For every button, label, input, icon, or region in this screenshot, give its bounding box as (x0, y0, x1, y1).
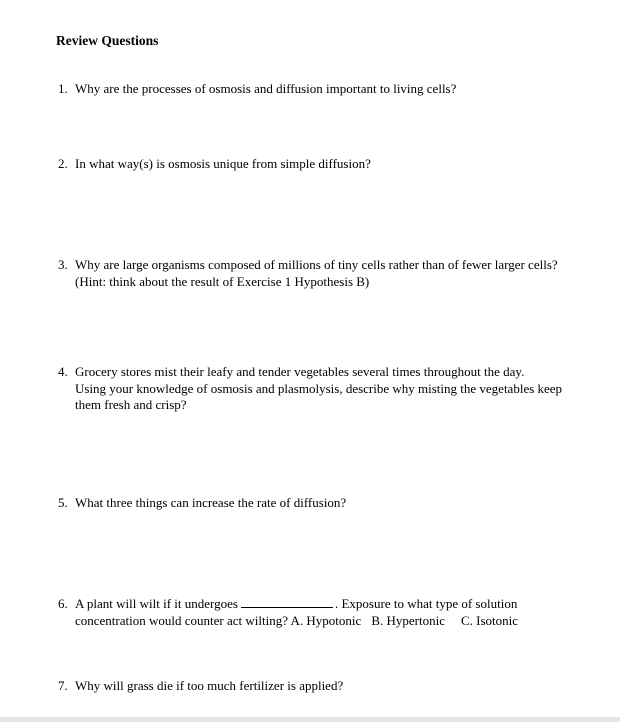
question-number: 5. (58, 495, 68, 510)
question-text: . Exposure to what type of solution (334, 596, 518, 611)
question-text: Why are large organisms composed of millions of tiny cells rather than of fewer larger cells? (75, 257, 558, 272)
question-number: 1. (58, 81, 68, 96)
question-3 (58, 257, 578, 290)
option-b: B. Hypertonic (371, 612, 445, 628)
question-text: What three things can increase the rate of diffusion? (75, 495, 347, 510)
question-2 (58, 156, 578, 173)
question-line-2 (75, 613, 578, 630)
question-number: 7. (58, 678, 68, 693)
question-hint: (Hint: think about the result of Exercise 1 Hypothesis B) (75, 273, 370, 289)
question-text: Grocery stores mist their leafy and tender vegetables several times throughout the day. (75, 364, 525, 379)
question-text: Why are the processes of osmosis and diffusion important to living cells? (75, 81, 457, 96)
question-1 (58, 81, 578, 98)
question-text: In what way(s) is osmosis unique from simple diffusion? (75, 156, 371, 171)
question-text: Why will grass die if too much fertilizer is applied? (75, 678, 344, 693)
question-number: 6. (58, 596, 68, 611)
question-text: them fresh and crisp? (75, 397, 187, 412)
question-number: 2. (58, 156, 68, 171)
question-5 (58, 495, 578, 512)
question-number: 4. (58, 364, 68, 379)
option-a: A. Hypotonic (290, 612, 362, 628)
question-line-1 (75, 596, 578, 613)
question-text: concentration would counter act wilting? (75, 612, 288, 628)
question-text: A plant will wilt if it undergoes (75, 596, 238, 611)
option-c: C. Isotonic (460, 612, 519, 628)
page-title: Review Questions (56, 33, 159, 48)
page-bottom-edge (0, 717, 620, 722)
question-7 (58, 678, 578, 695)
question-6 (58, 596, 578, 629)
question-number: 3. (58, 257, 68, 272)
question-4 (58, 364, 578, 414)
answer-blank[interactable] (241, 596, 333, 608)
question-text: Using your knowledge of osmosis and plasmolysis, describe why misting the vegetables keep (75, 380, 563, 396)
